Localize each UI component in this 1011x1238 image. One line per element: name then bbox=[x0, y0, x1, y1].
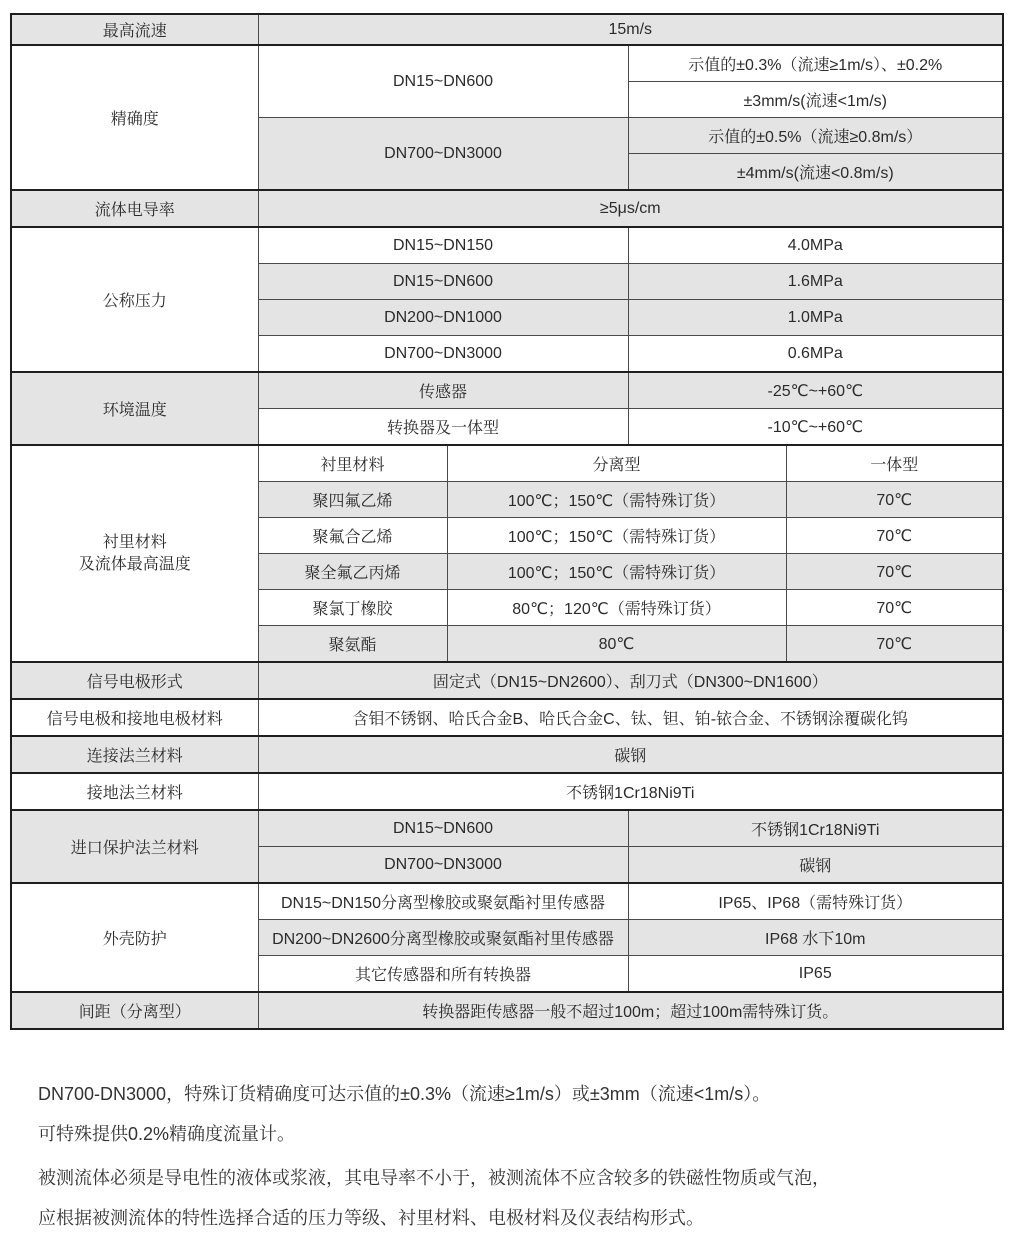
lining-separate-1: 100℃；150℃（需特殊订货） bbox=[447, 482, 786, 518]
table-row bbox=[11, 227, 1003, 264]
inlet-flange-range-2: DN700~DN3000 bbox=[258, 847, 628, 884]
table-row bbox=[11, 773, 1003, 810]
pressure-value-4: 0.6MPa bbox=[628, 336, 1003, 373]
inlet-flange-value-2: 碳钢 bbox=[628, 847, 1003, 884]
value-conductivity: ≥5μs/cm bbox=[258, 190, 1003, 227]
lining-separate-3: 100℃；150℃（需特殊订货） bbox=[447, 554, 786, 590]
label-conductivity: 流体电导率 bbox=[11, 190, 258, 227]
label-enclosure-protection: 外壳防护 bbox=[11, 883, 258, 992]
table-row bbox=[11, 883, 1003, 920]
label-inlet-flange: 进口保护法兰材料 bbox=[11, 810, 258, 883]
enclosure-value-1: IP65、IP68（需特殊订货） bbox=[628, 883, 1003, 920]
label-ambient-temp: 环境温度 bbox=[11, 372, 258, 445]
footnote-line: 应根据被测流体的特性选择合适的压力等级、衬里材料、电极材料及仪表结构形式。 bbox=[38, 1208, 704, 1228]
lining-integral-5: 70℃ bbox=[786, 626, 1003, 663]
footnotes bbox=[38, 1074, 981, 1238]
enclosure-item-3: 其它传感器和所有转换器 bbox=[258, 956, 628, 993]
label-max-velocity: 最高流速 bbox=[11, 14, 258, 45]
lining-separate-4: 80℃；120℃（需特殊订货） bbox=[447, 590, 786, 626]
pressure-range-2: DN15~DN600 bbox=[258, 264, 628, 300]
enclosure-value-2: IP68 水下10m bbox=[628, 920, 1003, 956]
lining-integral-2: 70℃ bbox=[786, 518, 1003, 554]
lining-header-material: 衬里材料 bbox=[258, 445, 447, 482]
lining-material-2: 聚氟合乙烯 bbox=[258, 518, 447, 554]
value-spacing: 转换器距传感器一般不超过100m；超过100m需特殊订货。 bbox=[258, 992, 1003, 1029]
enclosure-value-3: IP65 bbox=[628, 956, 1003, 993]
lining-material-1: 聚四氟乙烯 bbox=[258, 482, 447, 518]
accuracy-range-1: DN15~DN600 bbox=[258, 45, 628, 118]
accuracy-range-1-value-2: ±3mm/s(流速<1m/s) bbox=[628, 82, 1003, 118]
lining-material-3: 聚全氟乙丙烯 bbox=[258, 554, 447, 590]
pressure-value-3: 1.0MPa bbox=[628, 300, 1003, 336]
label-electrode-form: 信号电极形式 bbox=[11, 662, 258, 699]
enclosure-item-1: DN15~DN150分离型橡胶或聚氨酯衬里传感器 bbox=[258, 883, 628, 920]
table-row bbox=[11, 445, 1003, 482]
footnote-line: 被测流体必须是导电性的液体或浆液，其电导率不小于，被测流体不应含较多的铁磁性物质或气泡， bbox=[38, 1168, 830, 1188]
table-row bbox=[11, 45, 1003, 82]
footnote-block-fluid bbox=[38, 1158, 981, 1238]
lining-integral-4: 70℃ bbox=[786, 590, 1003, 626]
accuracy-range-2-value-1: 示值的±0.5%（流速≥0.8m/s） bbox=[628, 118, 1003, 154]
accuracy-range-2: DN700~DN3000 bbox=[258, 118, 628, 191]
table-row bbox=[11, 699, 1003, 736]
inlet-flange-value-1: 不锈钢1Cr18Ni9Ti bbox=[628, 810, 1003, 847]
table-row bbox=[11, 662, 1003, 699]
ambient-temp-item-1: 传感器 bbox=[258, 372, 628, 409]
lining-separate-5: 80℃ bbox=[447, 626, 786, 663]
ambient-temp-item-2: 转换器及一体型 bbox=[258, 409, 628, 446]
pressure-range-3: DN200~DN1000 bbox=[258, 300, 628, 336]
table-row bbox=[11, 736, 1003, 773]
lining-separate-2: 100℃；150℃（需特殊订货） bbox=[447, 518, 786, 554]
table-row bbox=[11, 810, 1003, 847]
pressure-range-1: DN15~DN150 bbox=[258, 227, 628, 264]
value-ground-flange: 不锈钢1Cr18Ni9Ti bbox=[258, 773, 1003, 810]
lining-integral-1: 70℃ bbox=[786, 482, 1003, 518]
lining-integral-3: 70℃ bbox=[786, 554, 1003, 590]
table-row bbox=[11, 14, 1003, 45]
table-row bbox=[11, 190, 1003, 227]
lining-material-5: 聚氨酯 bbox=[258, 626, 447, 663]
enclosure-item-2: DN200~DN2600分离型橡胶或聚氨酯衬里传感器 bbox=[258, 920, 628, 956]
value-max-velocity: 15m/s bbox=[258, 14, 1003, 45]
footnote-line: DN700-DN3000，特殊订货精确度可达示值的±0.3%（流速≥1m/s）或±3mm（流速<1m/s）。 bbox=[38, 1084, 771, 1104]
value-electrode-material: 含钼不锈钢、哈氏合金B、哈氏合金C、钛、钽、铂-铱合金、不锈钢涂覆碳化钨 bbox=[258, 699, 1003, 736]
accuracy-range-1-value-1: 示值的±0.3%（流速≥1m/s）、±0.2% bbox=[628, 45, 1003, 82]
footnote-block-accuracy bbox=[38, 1074, 981, 1154]
lining-label-line-1: 衬里材料 bbox=[102, 533, 167, 551]
footnote-line: 可特殊提供0.2%精确度流量计。 bbox=[38, 1124, 296, 1144]
pressure-value-2: 1.6MPa bbox=[628, 264, 1003, 300]
label-electrode-material: 信号电极和接地电极材料 bbox=[11, 699, 258, 736]
lining-header-separate: 分离型 bbox=[447, 445, 786, 482]
label-lining-material bbox=[11, 445, 258, 662]
pressure-value-1: 4.0MPa bbox=[628, 227, 1003, 264]
table-row bbox=[11, 372, 1003, 409]
label-nominal-pressure: 公称压力 bbox=[11, 227, 258, 372]
table-row bbox=[11, 992, 1003, 1029]
flowmeter-spec-table bbox=[10, 13, 1004, 1030]
accuracy-range-2-value-2: ±4mm/s(流速<0.8m/s) bbox=[628, 154, 1003, 191]
label-connect-flange: 连接法兰材料 bbox=[11, 736, 258, 773]
label-spacing: 间距（分离型） bbox=[11, 992, 258, 1029]
lining-label-line-2: 及流体最高温度 bbox=[78, 555, 191, 573]
lining-header-integral: 一体型 bbox=[786, 445, 1003, 482]
ambient-temp-value-2: -10℃~+60℃ bbox=[628, 409, 1003, 446]
spec-page bbox=[0, 13, 1011, 1228]
ambient-temp-value-1: -25℃~+60℃ bbox=[628, 372, 1003, 409]
inlet-flange-range-1: DN15~DN600 bbox=[258, 810, 628, 847]
lining-material-4: 聚氯丁橡胶 bbox=[258, 590, 447, 626]
label-accuracy: 精确度 bbox=[11, 45, 258, 190]
value-connect-flange: 碳钢 bbox=[258, 736, 1003, 773]
pressure-range-4: DN700~DN3000 bbox=[258, 336, 628, 373]
value-electrode-form: 固定式（DN15~DN2600）、刮刀式（DN300~DN1600） bbox=[258, 662, 1003, 699]
label-ground-flange: 接地法兰材料 bbox=[11, 773, 258, 810]
